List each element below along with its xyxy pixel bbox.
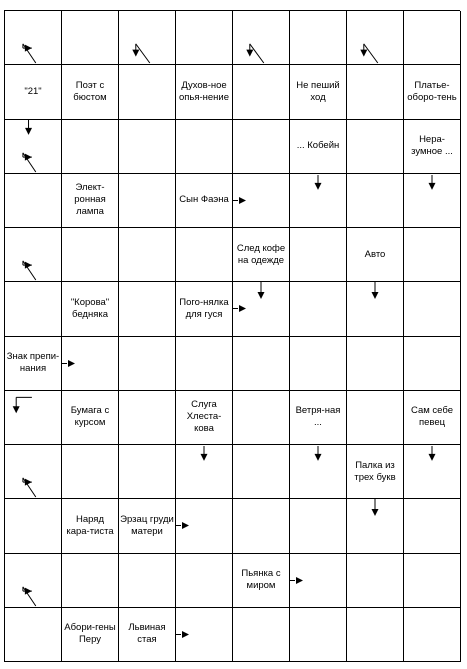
clue-cell [119, 499, 176, 553]
clue-text: Пьянка с миром [241, 568, 281, 592]
grid-cell[interactable] [176, 554, 233, 608]
grid-cell[interactable] [347, 499, 404, 553]
clue-cell [404, 391, 461, 445]
grid-cell[interactable] [347, 337, 404, 391]
clue-text: След кофе на одежде [236, 242, 286, 266]
arrow-icon [119, 11, 175, 64]
grid-cell[interactable] [5, 608, 62, 662]
clue-cell [404, 65, 461, 119]
clue-text: Нера-зумное ... [411, 134, 453, 158]
clue-text: Слуга Хлеста-кова [186, 399, 222, 435]
arrow-icon [233, 11, 289, 64]
grid-cell[interactable] [233, 391, 290, 445]
grid-cell[interactable] [347, 120, 404, 174]
grid-cell[interactable] [176, 499, 233, 553]
grid-cell[interactable] [62, 337, 119, 391]
arrow-icon [290, 174, 346, 227]
grid-cell[interactable] [5, 228, 62, 282]
clue-text: Авто [364, 248, 386, 260]
clue-cell [347, 228, 404, 282]
clue-cell [176, 282, 233, 336]
crossword-grid [4, 10, 460, 662]
grid-cell[interactable] [119, 337, 176, 391]
grid-cell[interactable] [233, 11, 290, 65]
grid-cell[interactable] [176, 445, 233, 499]
grid-cell[interactable] [404, 499, 461, 553]
grid-cell[interactable] [290, 608, 347, 662]
clue-text: Знак препи-нания [6, 351, 60, 375]
grid-cell[interactable] [176, 11, 233, 65]
clue-text: Эрзац груди матери [120, 513, 174, 537]
clue-cell [5, 65, 62, 119]
clue-cell [233, 228, 290, 282]
grid-cell[interactable] [290, 11, 347, 65]
clue-text: ... Кобейн [296, 140, 340, 152]
clue-cell [62, 282, 119, 336]
grid-cell[interactable] [5, 445, 62, 499]
arrow-icon [404, 174, 460, 227]
clue-cell [233, 554, 290, 608]
grid-cell[interactable] [119, 65, 176, 119]
clue-cell [290, 391, 347, 445]
grid-cell[interactable] [347, 11, 404, 65]
grid-cell[interactable] [119, 11, 176, 65]
grid-cell[interactable] [347, 282, 404, 336]
clue-text: Сын Фаэна [179, 194, 229, 206]
arrow-icon [290, 445, 346, 498]
grid-cell[interactable] [62, 11, 119, 65]
grid-cell[interactable] [119, 120, 176, 174]
grid-cell[interactable] [5, 554, 62, 608]
clue-text: Абори-гены Перу [64, 622, 116, 646]
clue-cell [62, 499, 119, 553]
grid-cell[interactable] [233, 65, 290, 119]
clue-text: Наряд кара-тиста [66, 513, 114, 537]
clue-text: Львиная стая [128, 622, 166, 646]
clue-cell [62, 391, 119, 445]
arrow-icon [5, 120, 61, 173]
grid-cell[interactable] [290, 282, 347, 336]
clue-cell [347, 445, 404, 499]
clue-text: Пого-нялка для гуся [179, 296, 229, 320]
arrow-icon [233, 282, 289, 335]
arrow-icon [347, 499, 403, 552]
arrow-icon [347, 282, 403, 335]
grid-cell[interactable] [233, 337, 290, 391]
grid-cell[interactable] [119, 228, 176, 282]
clue-text: Платье-оборо-тень [407, 79, 457, 103]
clue-text: Поэт с бюстом [73, 79, 107, 103]
grid-cell[interactable] [290, 499, 347, 553]
grid-cell[interactable] [347, 65, 404, 119]
grid-cell[interactable] [404, 174, 461, 228]
grid-cell[interactable] [176, 228, 233, 282]
grid-cell[interactable] [404, 228, 461, 282]
clue-cell [119, 608, 176, 662]
clue-cell [176, 391, 233, 445]
grid-cell[interactable] [62, 445, 119, 499]
arrow-icon [5, 391, 61, 444]
grid-cell[interactable] [119, 391, 176, 445]
clue-cell [5, 337, 62, 391]
grid-cell[interactable] [176, 120, 233, 174]
grid-cell[interactable] [347, 391, 404, 445]
arrow-icon [5, 11, 61, 64]
grid-cell[interactable] [290, 174, 347, 228]
clue-text: "21" [24, 85, 42, 97]
grid-cell[interactable] [5, 282, 62, 336]
grid-cell[interactable] [290, 445, 347, 499]
arrow-icon [404, 445, 460, 498]
grid-cell[interactable] [404, 445, 461, 499]
clue-cell [290, 65, 347, 119]
grid-cell[interactable] [290, 228, 347, 282]
grid-cell[interactable] [233, 445, 290, 499]
clue-text: Палка из трех букв [354, 459, 396, 483]
grid-cell[interactable] [62, 554, 119, 608]
clue-cell [290, 120, 347, 174]
grid-cell[interactable] [290, 337, 347, 391]
grid-cell[interactable] [233, 282, 290, 336]
grid-cell[interactable] [119, 445, 176, 499]
arrow-icon [347, 11, 403, 64]
arrow-icon [176, 445, 232, 498]
grid-cell[interactable] [5, 11, 62, 65]
grid-cell[interactable] [404, 608, 461, 662]
arrow-icon [5, 554, 61, 607]
clue-text: Бумага с курсом [70, 405, 110, 429]
grid-cell[interactable] [5, 174, 62, 228]
clue-cell [62, 608, 119, 662]
clue-text: Ветря-ная ... [295, 405, 341, 429]
grid-cell[interactable] [233, 608, 290, 662]
clue-cell [176, 174, 233, 228]
grid-cell[interactable] [119, 174, 176, 228]
grid-cell[interactable] [404, 282, 461, 336]
grid-cell[interactable] [404, 337, 461, 391]
arrow-icon [5, 120, 61, 173]
grid-cell[interactable] [62, 120, 119, 174]
clue-text: Сам себе певец [411, 405, 453, 429]
clue-cell [404, 120, 461, 174]
grid-cell[interactable] [347, 174, 404, 228]
clue-text: "Корова" бедняка [70, 296, 110, 320]
grid-cell[interactable] [119, 554, 176, 608]
grid-cell[interactable] [233, 120, 290, 174]
arrow-icon [5, 445, 61, 498]
clue-text: Элект-ронная лампа [74, 182, 106, 218]
grid-cell[interactable] [5, 391, 62, 445]
grid-cell[interactable] [233, 174, 290, 228]
grid-cell[interactable] [404, 554, 461, 608]
grid-cell[interactable] [347, 608, 404, 662]
grid-cell[interactable] [176, 337, 233, 391]
grid-cell[interactable] [290, 554, 347, 608]
grid-cell[interactable] [5, 499, 62, 553]
grid-cell[interactable] [119, 282, 176, 336]
grid-cell[interactable] [176, 608, 233, 662]
arrow-icon [5, 228, 61, 281]
grid-cell[interactable] [5, 120, 62, 174]
clue-cell [62, 65, 119, 119]
clue-cell [62, 174, 119, 228]
grid-cell[interactable] [62, 228, 119, 282]
grid-cell[interactable] [347, 554, 404, 608]
clue-text: Духов-ное опья-нение [178, 79, 230, 103]
clue-text: Не пеший ход [296, 79, 340, 103]
grid-cell[interactable] [404, 11, 461, 65]
clue-cell [176, 65, 233, 119]
grid-cell[interactable] [233, 499, 290, 553]
